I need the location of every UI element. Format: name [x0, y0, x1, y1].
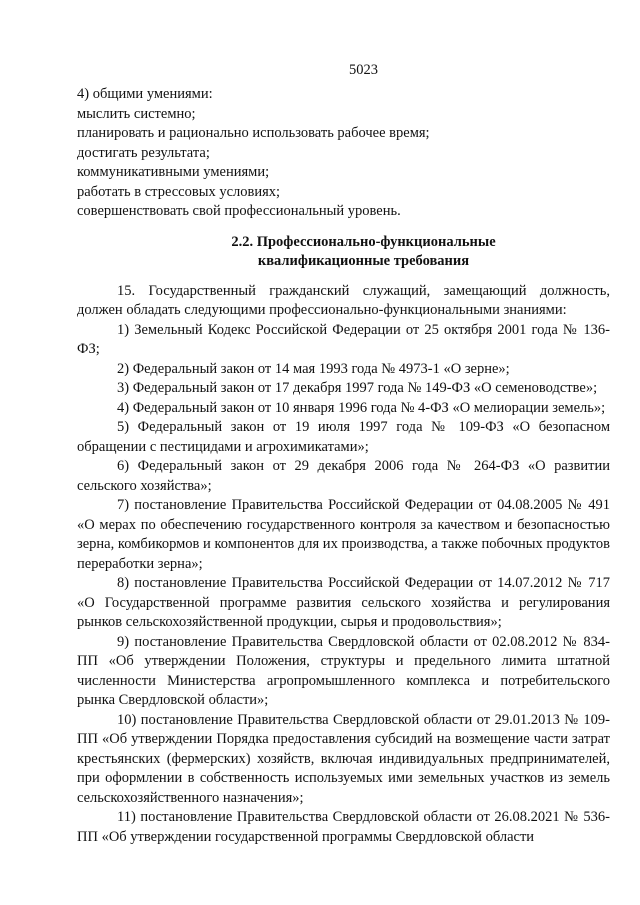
- section-heading-line-2: квалификационные требования: [257, 252, 470, 269]
- list-item: планировать и рационально использовать рабочее время;: [77, 125, 430, 141]
- paragraph-15: 15. Государственный гражданский служащий, замещающий должность, должен обладать следующими профессионально-функциональными знаниями:: [77, 282, 610, 318]
- list-item: 7) постановление Правительства Российской Федерации от 04.08.2005 № 491 «О мерах по обеспечению государственного контроля за качеством и безопасностью зерна, комбикормов и компонентов для их производства, а также побочных продуктов переработки зерна»;: [77, 497, 610, 572]
- list-item: достигать результата;: [77, 144, 210, 161]
- page-number: 5023: [349, 62, 378, 78]
- list-item: 8) постановление Правительства Российской Федерации от 14.07.2012 № 717 «О Государственной программе развития сельского хозяйства и регулирования рынков сельскохозяйственной продукции, сырья и продовольствия»;: [77, 575, 610, 630]
- list-item: 4) Федеральный закон от 10 января 1996 года № 4-ФЗ «О мелиорации земель»;: [117, 399, 606, 416]
- list-item: 1) Земельный Кодекс Российской Федерации от 25 октября 2001 года № 136-ФЗ;: [77, 321, 610, 357]
- list-item: мыслить системно;: [77, 105, 196, 122]
- list-item: 2) Федеральный закон от 14 мая 1993 года № 4973-1 «О зерне»;: [117, 360, 510, 377]
- list-item: 5) Федеральный закон от 19 июля 1997 года № 109-ФЗ «О безопасном обращении с пестицидами и агрохимикатами»;: [77, 419, 610, 455]
- list-item: коммуникативными умениями;: [77, 164, 270, 180]
- section-heading: [77, 233, 610, 271]
- list-item: работать в стрессовых условиях;: [77, 183, 281, 200]
- section-heading-line-1: 2.2. Профессионально-функциональные: [231, 233, 496, 250]
- requirements-body: [77, 282, 610, 848]
- list-item: 4) общими умениями:: [77, 86, 213, 102]
- list-item: 6) Федеральный закон от 29 декабря 2006 года № 264-ФЗ «О развитии сельского хозяйства»;: [77, 458, 610, 494]
- list-item: 11) постановление Правительства Свердловской области от 26.08.2021 № 536-ПП «Об утверждении государственной программы Свердловской области: [77, 809, 610, 845]
- list-item: 9) постановление Правительства Свердловской области от 02.08.2012 № 834-ПП «Об утверждении Положения, структуры и предельного лимита штатной численности Министерства агропромышленного комплекса и потребительского рынка Свердловской области»;: [77, 633, 610, 708]
- list-item: 3) Федеральный закон от 17 декабря 1997 года № 149-ФЗ «О семеноводстве»;: [117, 380, 598, 396]
- skills-list: [77, 85, 610, 222]
- list-item: 10) постановление Правительства Свердловской области от 29.01.2013 № 109-ПП «Об утверждении Порядка предоставления субсидий на возмещение части затрат крестьянских (фермерских) хозяйств, включая индивидуальных предпринимателей, при оформлении в собственность используемых ими земельных участков из земель сельскохозяйственного назначения»;: [77, 711, 610, 806]
- list-item: совершенствовать свой профессиональный уровень.: [77, 203, 401, 219]
